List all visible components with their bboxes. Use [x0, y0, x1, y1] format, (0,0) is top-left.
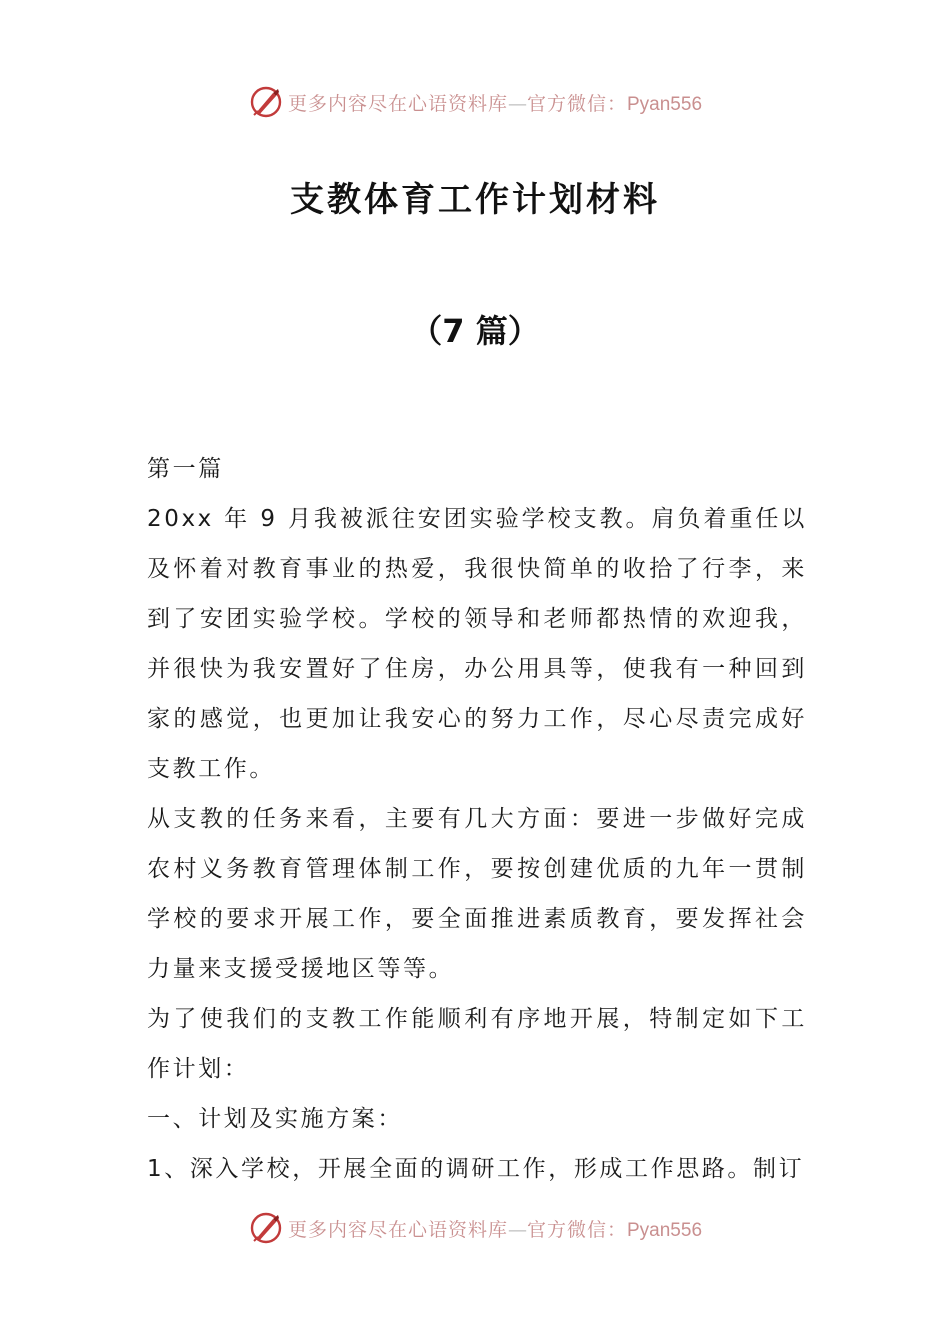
quill-pen-icon: [248, 1210, 284, 1246]
body-paragraph: 1、深入学校，开展全面的调研工作，形成工作思路。制订: [147, 1156, 805, 1182]
banner-separator: —: [507, 92, 527, 115]
footer-watermark-banner: [0, 1206, 950, 1250]
banner-wechat-label: 官方微信：: [526, 92, 627, 115]
banner-wechat-id: Pyan556: [627, 93, 703, 115]
body-paragraph: 为了使我们的支教工作能顺利有序地开展，特制定如下工作计划：: [147, 1006, 807, 1082]
banner-text: 更多内容尽在心语资料库: [287, 92, 508, 115]
quill-pen-icon: [248, 84, 284, 120]
section-heading: 第一篇: [147, 456, 224, 482]
body-paragraph: 20xx 年 9 月我被派往安团实验学校支教。肩负着重任以及怀着对教育事业的热爱，我很快简单的收拾了行李，来到了安团实验学校。学校的领导和老师都热情的欢迎我，并很快为我安置好了住房，办公用具等，使我有一种回到家的感觉，也更加让我安心的努力工作，尽心尽责完成好支教工作。: [147, 506, 807, 782]
banner-text: 更多内容尽在心语资料库: [287, 1218, 508, 1241]
banner-separator: —: [507, 1218, 527, 1241]
document-subtitle: （7 篇）: [410, 312, 540, 350]
document-body: [147, 444, 807, 1194]
header-watermark-banner: [0, 80, 950, 124]
body-paragraph: 从支教的任务来看，主要有几大方面：要进一步做好完成农村义务教育管理体制工作，要按创建优质的九年一贯制学校的要求开展工作，要全面推进素质教育，要发挥社会力量来支援受援地区等等。: [147, 806, 807, 982]
banner-wechat-label: 官方微信：: [526, 1218, 627, 1241]
body-paragraph: 一、计划及实施方案：: [147, 1106, 403, 1132]
document-title: 支教体育工作计划材料: [290, 180, 660, 220]
banner-wechat-id: Pyan556: [627, 1219, 703, 1241]
